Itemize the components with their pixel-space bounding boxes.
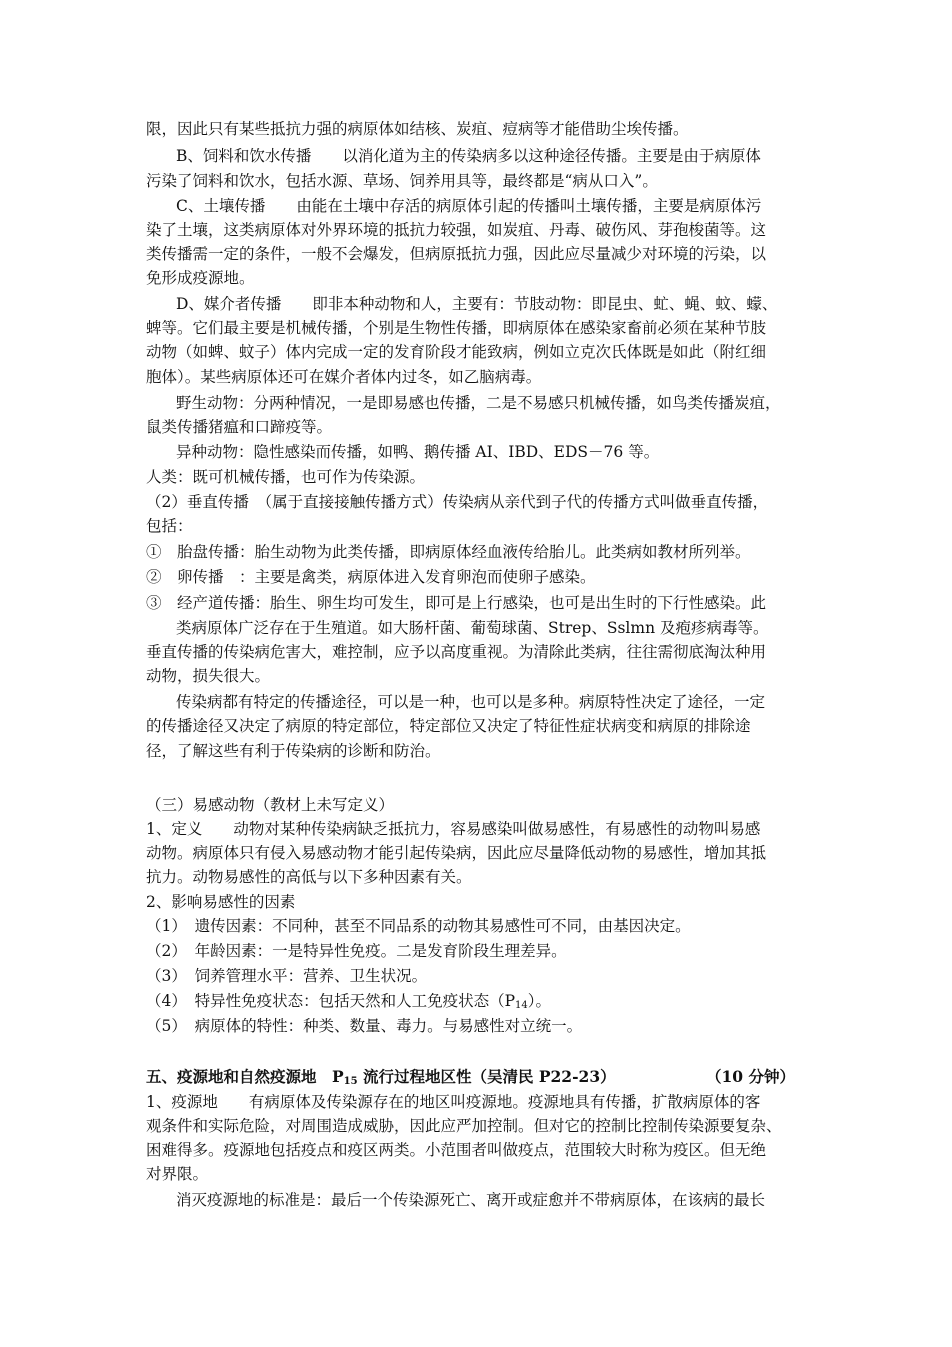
list-item-text: （4） 特异性免疫状态：包括天然和人工免疫状态（P xyxy=(146,992,516,1010)
text-line: 困难得多。疫源地包括疫点和疫区两类。小范围者叫做疫点，范围较大时称为疫区。但无绝 xyxy=(146,1141,767,1159)
text-line: 蜱等。它们最主要是机械传播，个别是生物性传播，即病原体在感染家畜前必须在某种节肢 xyxy=(146,319,767,337)
text-line: 消灭疫源地的标准是：最后一个传染源死亡、离开或症愈并不带病原体，在该病的最长 xyxy=(176,1191,766,1209)
text-line: 径，了解这些有利于传染病的诊断和防治。 xyxy=(146,742,441,760)
text-line: 垂直传播的传染病危害大，难控制，应予以高度重视。为清除此类病，往往需彻底淘汰种用 xyxy=(146,643,767,661)
text-line: 类传播需一定的条件，一般不会爆发，但病原抵抗力强，因此应尽量减少对环境的污染，以 xyxy=(146,245,767,263)
page-ref-subscript: 14 xyxy=(515,1000,528,1011)
list-item: ② 卵传播 ：主要是禽类，病原体进入发育卵泡而使卵子感染。 xyxy=(146,568,596,586)
chapter-heading xyxy=(146,1066,810,1093)
text-line: 异种动物：隐性感染而传播，如鸭、鹅传播 AI、IBD、EDS－76 等。 xyxy=(176,443,660,461)
text-line: 1、定义 动物对某种传染病缺乏抵抗力，容易感染叫做易感性，有易感性的动物叫易感 xyxy=(146,820,761,838)
text-line: 的传播途径又决定了病原的特定部位，特定部位又决定了特征性症状病变和病原的排除途 xyxy=(146,717,751,735)
text-line: 动物（如蜱、蚊子）体内完成一定的发育阶段才能致病，例如立克次氏体既是如此（附红细 xyxy=(146,343,767,361)
text-line: 野生动物：分两种情况，一是即易感也传播，二是不易感只机械传播，如鸟类传播炭疽， xyxy=(176,394,781,412)
text-line: D、媒介者传播 即非本种动物和人，主要有：节肢动物：即昆虫、虻、蝇、蚊、蠓、 xyxy=(176,295,778,313)
heading-text-tail: 流行过程地区性（吴清民 P22-23） xyxy=(357,1067,616,1086)
text-line: 传染病都有特定的传播途径，可以是一种，也可以是多种。病原特性决定了途径，一定 xyxy=(176,693,766,711)
heading-text: 五、疫源地和自然疫源地 P xyxy=(146,1067,344,1086)
text-line: 类病原体广泛存在于生殖道。如大肠杆菌、葡萄球菌、Strep、Sslmn 及疱疹病毒等。 xyxy=(176,619,769,637)
text-line: C、土壤传播 由能在土壤中存活的病原体引起的传播叫土壤传播，主要是病原体污 xyxy=(176,197,762,215)
list-item: ③ 经产道传播：胎生、卵生均可发生，即可是上行感染，也可是出生时的下行性感染。此 xyxy=(146,594,767,612)
text-line: 观条件和实际危险，对周围造成威胁，因此应严加控制。但对它的控制比控制传染源要复杂、 xyxy=(146,1117,782,1135)
text-line: 限，因此只有某些抵抗力强的病原体如结核、炭疽、痘病等才能借助尘埃传播。 xyxy=(146,120,689,138)
text-line: 免形成疫源地。 xyxy=(146,269,255,287)
list-item: （2） 年龄因素：一是特异性免疫。二是发育阶段生理差异。 xyxy=(146,942,567,960)
list-item xyxy=(146,990,810,1017)
text-line: 对界限。 xyxy=(146,1165,209,1183)
page-ref-subscript: 15 xyxy=(343,1076,358,1087)
heading-time: （10 分钟） xyxy=(706,1067,795,1086)
text-line: 1、疫源地 有病原体及传染源存在的地区叫疫源地。疫源地具有传播，扩散病原体的客 xyxy=(146,1093,761,1111)
text-line: 动物。病原体只有侵入易感动物才能引起传染病，因此应尽量降低动物的易感性，增加其抵 xyxy=(146,844,767,862)
text-line: 人类：既可机械传播，也可作为传染源。 xyxy=(146,468,426,486)
list-item-tail: ）。 xyxy=(527,992,552,1010)
text-line: 包括： xyxy=(146,517,193,535)
text-line: B、饲料和饮水传播 以消化道为主的传染病多以这种途径传播。主要是由于病原体 xyxy=(176,147,761,165)
list-item: （5） 病原体的特性：种类、数量、毒力。与易感性对立统一。 xyxy=(146,1017,583,1035)
text-line: （2）垂直传播 （属于直接接触传播方式）传染病从亲代到子代的传播方式叫做垂直传播， xyxy=(146,493,769,511)
text-line: 2、影响易感性的因素 xyxy=(146,893,296,911)
text-line: 胞体）。某些病原体还可在媒介者体内过冬，如乙脑病毒。 xyxy=(146,368,542,386)
list-item: （3） 饲养管理水平：营养、卫生状况。 xyxy=(146,967,428,985)
list-item: ① 胎盘传播：胎生动物为此类传播，即病原体经血液传给胎儿。此类病如教材所列举。 xyxy=(146,543,751,561)
section-heading: （三）易感动物（教材上未写定义） xyxy=(146,796,395,814)
list-item: （1） 遗传因素：不同种，甚至不同品系的动物其易感性可不同，由基因决定。 xyxy=(146,917,691,935)
text-line: 抗力。动物易感性的高低与以下多种因素有关。 xyxy=(146,868,472,886)
text-line: 动物，损失很大。 xyxy=(146,667,271,685)
text-line: 鼠类传播猪瘟和口蹄疫等。 xyxy=(146,418,333,436)
text-line: 染了土壤，这类病原体对外界环境的抵抗力较强，如炭疽、丹毒、破伤风、芽孢梭菌等。这 xyxy=(146,221,767,239)
text-line: 污染了饲料和饮水，包括水源、草场、饲养用具等，最终都是“病从口入”。 xyxy=(146,172,658,190)
